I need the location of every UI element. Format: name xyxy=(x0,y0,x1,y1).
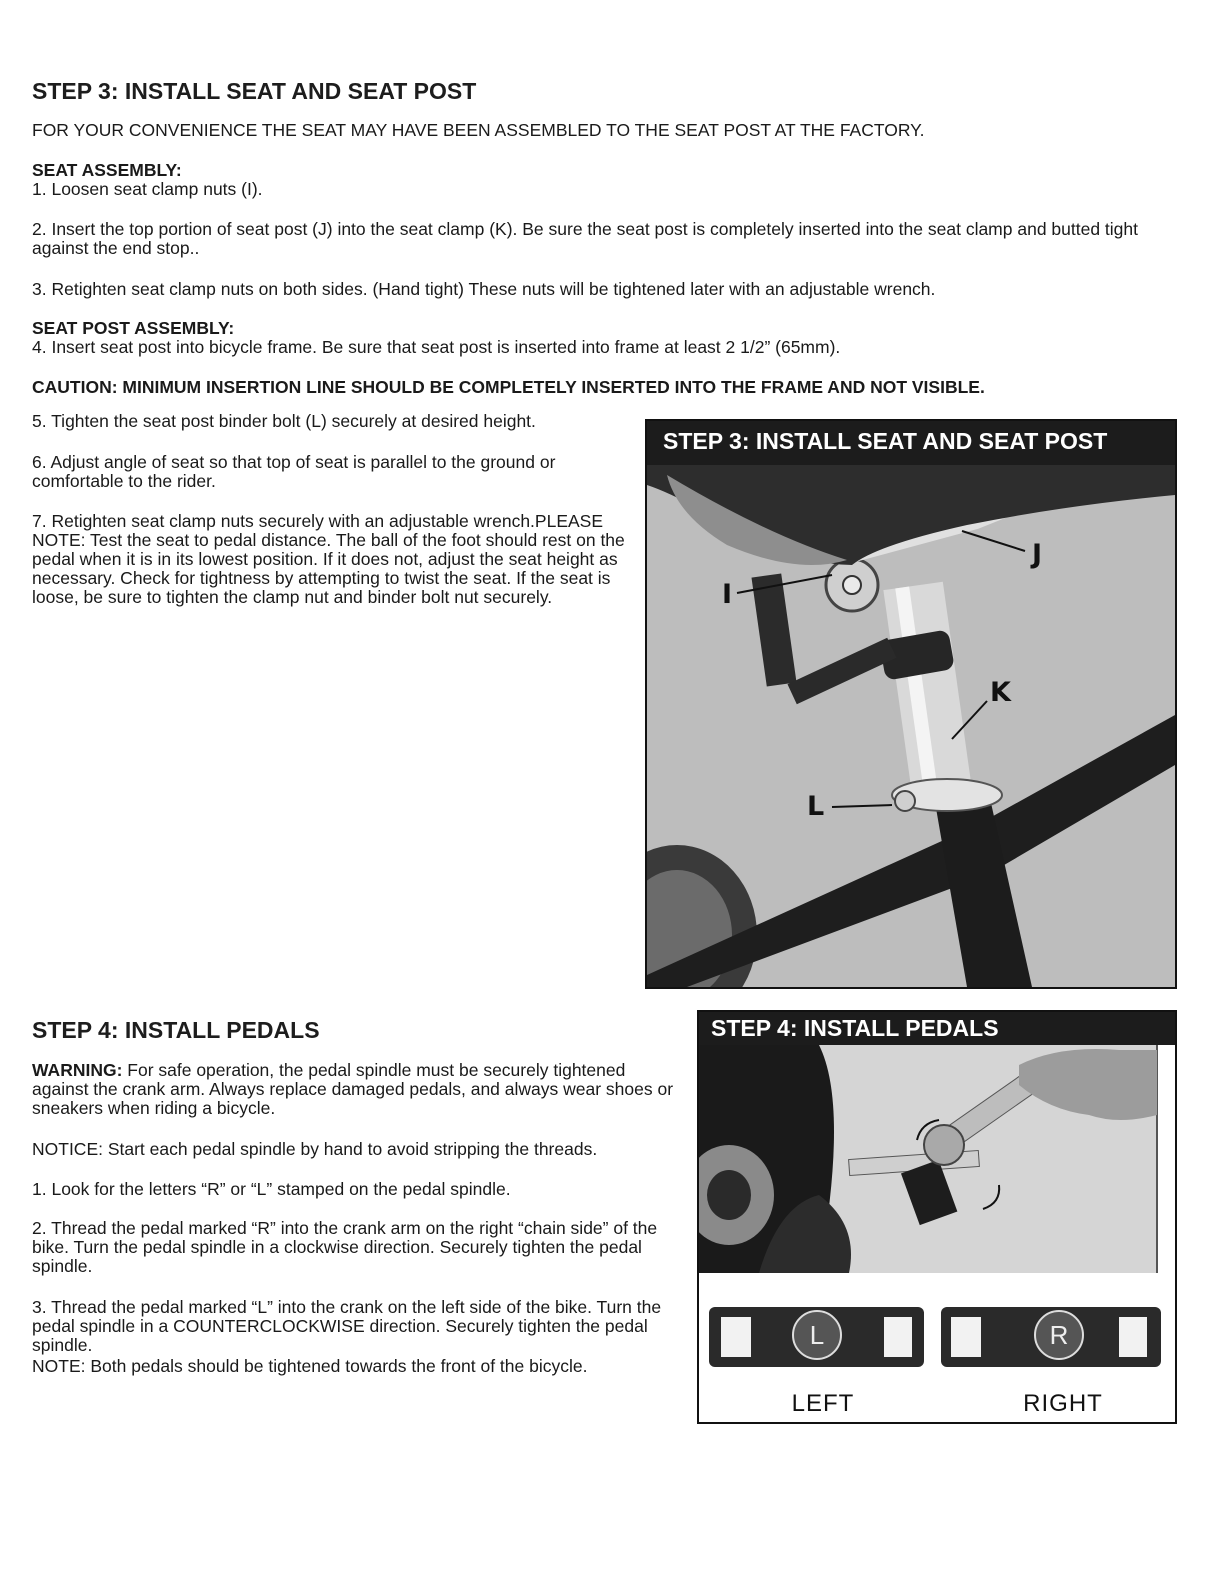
callout-i: I xyxy=(722,579,733,610)
right-pedal xyxy=(941,1307,1161,1367)
pedal-illustration xyxy=(699,1045,1175,1422)
step4-instruction-1: 1. Look for the letters “R” or “L” stamped on the pedal spindle. xyxy=(32,1179,511,1199)
step4-instruction-3: 3. Thread the pedal marked “L” into the crank on the left side of the bike. Turn the pedal spindle in a COUNTERCLOCKWISE direction. Securely tighten the pedal spindle. xyxy=(32,1297,662,1355)
warning-text: For safe operation, the pedal spindle must be securely tightened against the crank arm. Always replace damaged pedals, and always wear shoes or sneakers when riding a bicycle. xyxy=(32,1060,674,1118)
step4-figure xyxy=(697,1010,1177,1424)
step4-warning xyxy=(32,1061,682,1118)
step4-heading: STEP 4: INSTALL PEDALS xyxy=(32,1017,320,1043)
caution-notice: CAUTION: MINIMUM INSERTION LINE SHOULD BE COMPLETELY INSERTED INTO THE FRAME AND NOT VISIBLE. xyxy=(32,377,985,397)
right-pedal-letter: R xyxy=(1049,1320,1069,1350)
label-left: LEFT xyxy=(791,1390,855,1417)
left-pedal xyxy=(709,1307,924,1367)
step3-heading: STEP 3: INSTALL SEAT AND SEAT POST xyxy=(32,78,477,104)
seat-post-assembly-heading: SEAT POST ASSEMBLY: xyxy=(32,318,235,338)
seat-post-illustration xyxy=(647,465,1175,987)
step3-instruction-4: 4. Insert seat post into bicycle frame. Be sure that seat post is inserted into frame at least 2 1/2” (65mm). xyxy=(32,337,841,357)
step3-instruction-3: 3. Retighten seat clamp nuts on both sides. (Hand tight) These nuts will be tightened later with an adjustable wrench. xyxy=(32,279,936,299)
step3-figure xyxy=(645,419,1177,989)
step3-instruction-6: 6. Adjust angle of seat so that top of seat is parallel to the ground or comfortable to the rider. xyxy=(32,452,556,491)
step4-notice: NOTICE: Start each pedal spindle by hand to avoid stripping the threads. xyxy=(32,1139,598,1159)
step4-figure-title: STEP 4: INSTALL PEDALS xyxy=(699,1012,1175,1045)
step3-intro: FOR YOUR CONVENIENCE THE SEAT MAY HAVE BEEN ASSEMBLED TO THE SEAT POST AT THE FACTORY. xyxy=(32,120,925,140)
step4-instruction-2: 2. Thread the pedal marked “R” into the crank arm on the right “chain side” of the bike. Turn the pedal spindle in a clockwise direction. Securely tighten the pedal spindle. xyxy=(32,1218,658,1276)
step3-figure-title: STEP 3: INSTALL SEAT AND SEAT POST xyxy=(647,421,1175,465)
left-pedal-letter: L xyxy=(809,1320,825,1350)
callout-j: J xyxy=(1032,539,1043,570)
step3-instruction-7: 7. Retighten seat clamp nuts securely with an adjustable wrench.PLEASE NOTE: Test the seat to pedal distance. The ball of the foot should rest on the pedal when it is in its lowest position. If it does not, adjust the seat height as necessary. Check for tightness by attempting to twist the seat. If the seat is loose, be sure to tighten the clamp nut and binder bolt nut securely. xyxy=(32,511,625,607)
callout-l: L xyxy=(807,791,825,822)
label-right: RIGHT xyxy=(1023,1390,1103,1417)
step3-instruction-1: 1. Loosen seat clamp nuts (I). xyxy=(32,179,263,199)
step3-instruction-5: 5. Tighten the seat post binder bolt (L) securely at desired height. xyxy=(32,411,536,431)
step4-note: NOTE: Both pedals should be tightened towards the front of the bicycle. xyxy=(32,1356,588,1376)
seat-assembly-heading: SEAT ASSEMBLY: xyxy=(32,160,182,180)
step3-instruction-2: 2. Insert the top portion of seat post (J) into the seat clamp (K). Be sure the seat post is completely inserted into the seat clamp and butted tight against the end stop.. xyxy=(32,219,1139,258)
callout-k: K xyxy=(990,677,1011,708)
warning-label: WARNING: xyxy=(32,1060,123,1080)
